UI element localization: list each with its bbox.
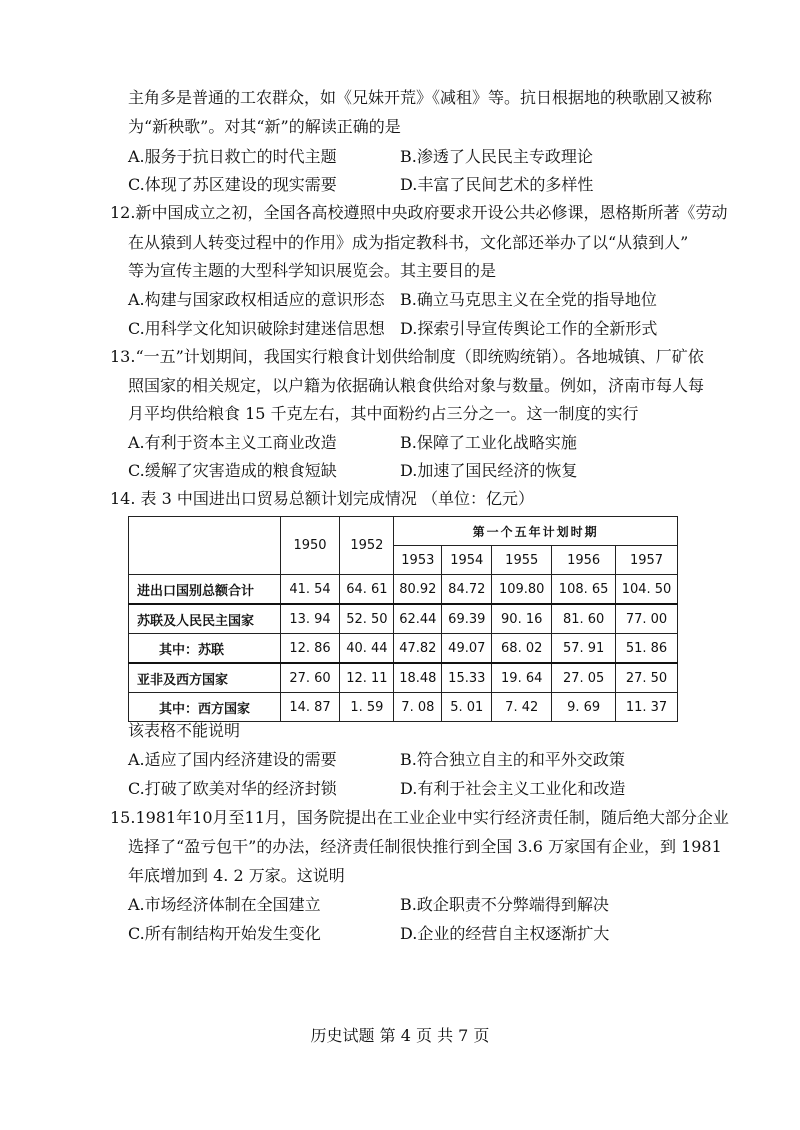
year-header: 1957 [616, 546, 678, 575]
table-cell: 12. 11 [340, 663, 394, 693]
year-header: 1956 [552, 546, 616, 575]
table-cell: 15.33 [442, 663, 492, 693]
table-cell: 49.07 [442, 634, 492, 664]
table-cell: 40. 44 [340, 634, 394, 664]
table-cell: 108. 65 [552, 575, 616, 605]
row-label: 亚非及西方国家 [129, 663, 281, 693]
table-cell: 77. 00 [616, 604, 678, 634]
table-cell: 27. 05 [552, 663, 616, 693]
option-b: B.保障了工业化战略实施 [400, 433, 577, 452]
table-cell: 13. 94 [280, 604, 340, 634]
option-d: D.丰富了民间艺术的多样性 [400, 175, 594, 194]
table-cell: 41. 54 [280, 575, 340, 605]
table-cell: 18.48 [394, 663, 442, 693]
table-row [129, 663, 678, 693]
option-a: A.市场经济体制在全国建立 [128, 895, 321, 914]
table-cell: 84.72 [442, 575, 492, 605]
trade-table [128, 516, 678, 722]
question-text-line: 主角多是普通的工农群众，如《兄妹开荒》《减租》等。抗日根据地的秧歌剧又被称 [128, 88, 713, 107]
table-cell: 7. 42 [492, 693, 552, 722]
question-15-line: 年底增加到 4. 2 万家。这说明 [128, 866, 345, 885]
option-b: B.渗透了人民民主专政理论 [400, 147, 593, 166]
table-cell: 109.80 [492, 575, 552, 605]
table-row [129, 604, 678, 634]
table-cell: 69.39 [442, 604, 492, 634]
year-header: 1952 [340, 517, 394, 575]
option-d: D.探索引导宣传舆论工作的全新形式 [400, 319, 658, 338]
question-13-line: 照国家的相关规定，以户籍为依据确认粮食供给对象与数量。例如，济南市每人每 [128, 376, 705, 395]
page-footer: 历史试题 第 4 页 共 7 页 [310, 1026, 490, 1045]
option-a: A.服务于抗日救亡的时代主题 [128, 147, 337, 166]
question-15-line: 选择了“盈亏包干”的办法，经济责任制很快推行到全国 3.6 万家国有企业，到 1981 [128, 837, 722, 856]
table-cell: 11. 37 [616, 693, 678, 722]
table-cell: 62.44 [394, 604, 442, 634]
option-d: D.加速了国民经济的恢复 [400, 461, 578, 480]
row-label: 其中：西方国家 [129, 693, 281, 722]
option-b: B.政企职责不分弊端得到解决 [400, 895, 609, 914]
option-d: D.有利于社会主义工业化和改造 [400, 779, 626, 798]
table-corner-cell [129, 517, 281, 575]
option-a: A.构建与国家政权相适应的意识形态 [128, 290, 385, 309]
table-cell: 80.92 [394, 575, 442, 605]
table-cell: 27. 60 [280, 663, 340, 693]
table-cell: 81. 60 [552, 604, 616, 634]
option-c: C.缓解了灾害造成的粮食短缺 [128, 461, 337, 480]
table-cell: 68. 02 [492, 634, 552, 664]
row-label: 其中：苏联 [129, 634, 281, 664]
question-13-line: 13.“一五”计划期间，我国实行粮食计划供给制度（即统购统销）。各地城镇、厂矿依 [110, 347, 704, 366]
question-12-line: 等为宣传主题的大型科学知识展览会。其主要目的是 [128, 261, 497, 280]
row-label: 进出口国别总额合计 [129, 575, 281, 605]
option-d: D.企业的经营自主权逐渐扩大 [400, 924, 610, 943]
table-cell: 51. 86 [616, 634, 678, 664]
question-13-line: 月平均供给粮食 15 千克左右，其中面粉约占三分之一。这一制度的实行 [128, 404, 639, 423]
question-text-line: 为“新秧歌”。对其“新”的解读正确的是 [128, 117, 401, 136]
table-cell: 57. 91 [552, 634, 616, 664]
table-cell: 104. 50 [616, 575, 678, 605]
table-row [129, 575, 678, 605]
table-row [129, 693, 678, 722]
table-cell: 5. 01 [442, 693, 492, 722]
question-14-stem: 该表格不能说明 [128, 721, 241, 740]
option-c: C.打破了欧美对华的经济封锁 [128, 779, 337, 798]
option-b: B.符合独立自主的和平外交政策 [400, 750, 625, 769]
row-label: 苏联及人民民主国家 [129, 604, 281, 634]
table-cell: 90. 16 [492, 604, 552, 634]
question-12-line: 在从猿到人转变过程中的作用》成为指定教科书，文化部还举办了以“从猿到人” [128, 233, 689, 252]
five-year-plan-header: 第一个五年计划时期 [394, 517, 678, 546]
year-header: 1955 [492, 546, 552, 575]
table-cell: 9. 69 [552, 693, 616, 722]
year-header: 1950 [280, 517, 340, 575]
option-c: C.所有制结构开始发生变化 [128, 924, 321, 943]
option-a: A.适应了国内经济建设的需要 [128, 750, 337, 769]
option-b: B.确立马克思主义在全党的指导地位 [400, 290, 657, 309]
option-a: A.有利于资本主义工商业改造 [128, 433, 337, 452]
table-cell: 1. 59 [340, 693, 394, 722]
table-row [129, 634, 678, 664]
table-cell: 52. 50 [340, 604, 394, 634]
table-cell: 47.82 [394, 634, 442, 664]
table-cell: 27. 50 [616, 663, 678, 693]
year-header: 1953 [394, 546, 442, 575]
option-c: C.用科学文化知识破除封建迷信思想 [128, 319, 385, 338]
question-12-line: 12.新中国成立之初，全国各高校遵照中央政府要求开设公共必修课，恩格斯所著《劳动 [110, 203, 728, 222]
table-cell: 19. 64 [492, 663, 552, 693]
table-header-row [129, 517, 678, 546]
table-cell: 64. 61 [340, 575, 394, 605]
year-header: 1954 [442, 546, 492, 575]
question-15-line: 15.1981年10月至11月，国务院提出在工业企业中实行经济责任制，随后绝大部分企业 [110, 808, 729, 827]
table-cell: 14. 87 [280, 693, 340, 722]
table-caption: 14. 表 3 中国进出口贸易总额计划完成情况 （单位：亿元） [110, 489, 534, 508]
table-cell: 12. 86 [280, 634, 340, 664]
option-c: C.体现了苏区建设的现实需要 [128, 175, 337, 194]
table-cell: 7. 08 [394, 693, 442, 722]
